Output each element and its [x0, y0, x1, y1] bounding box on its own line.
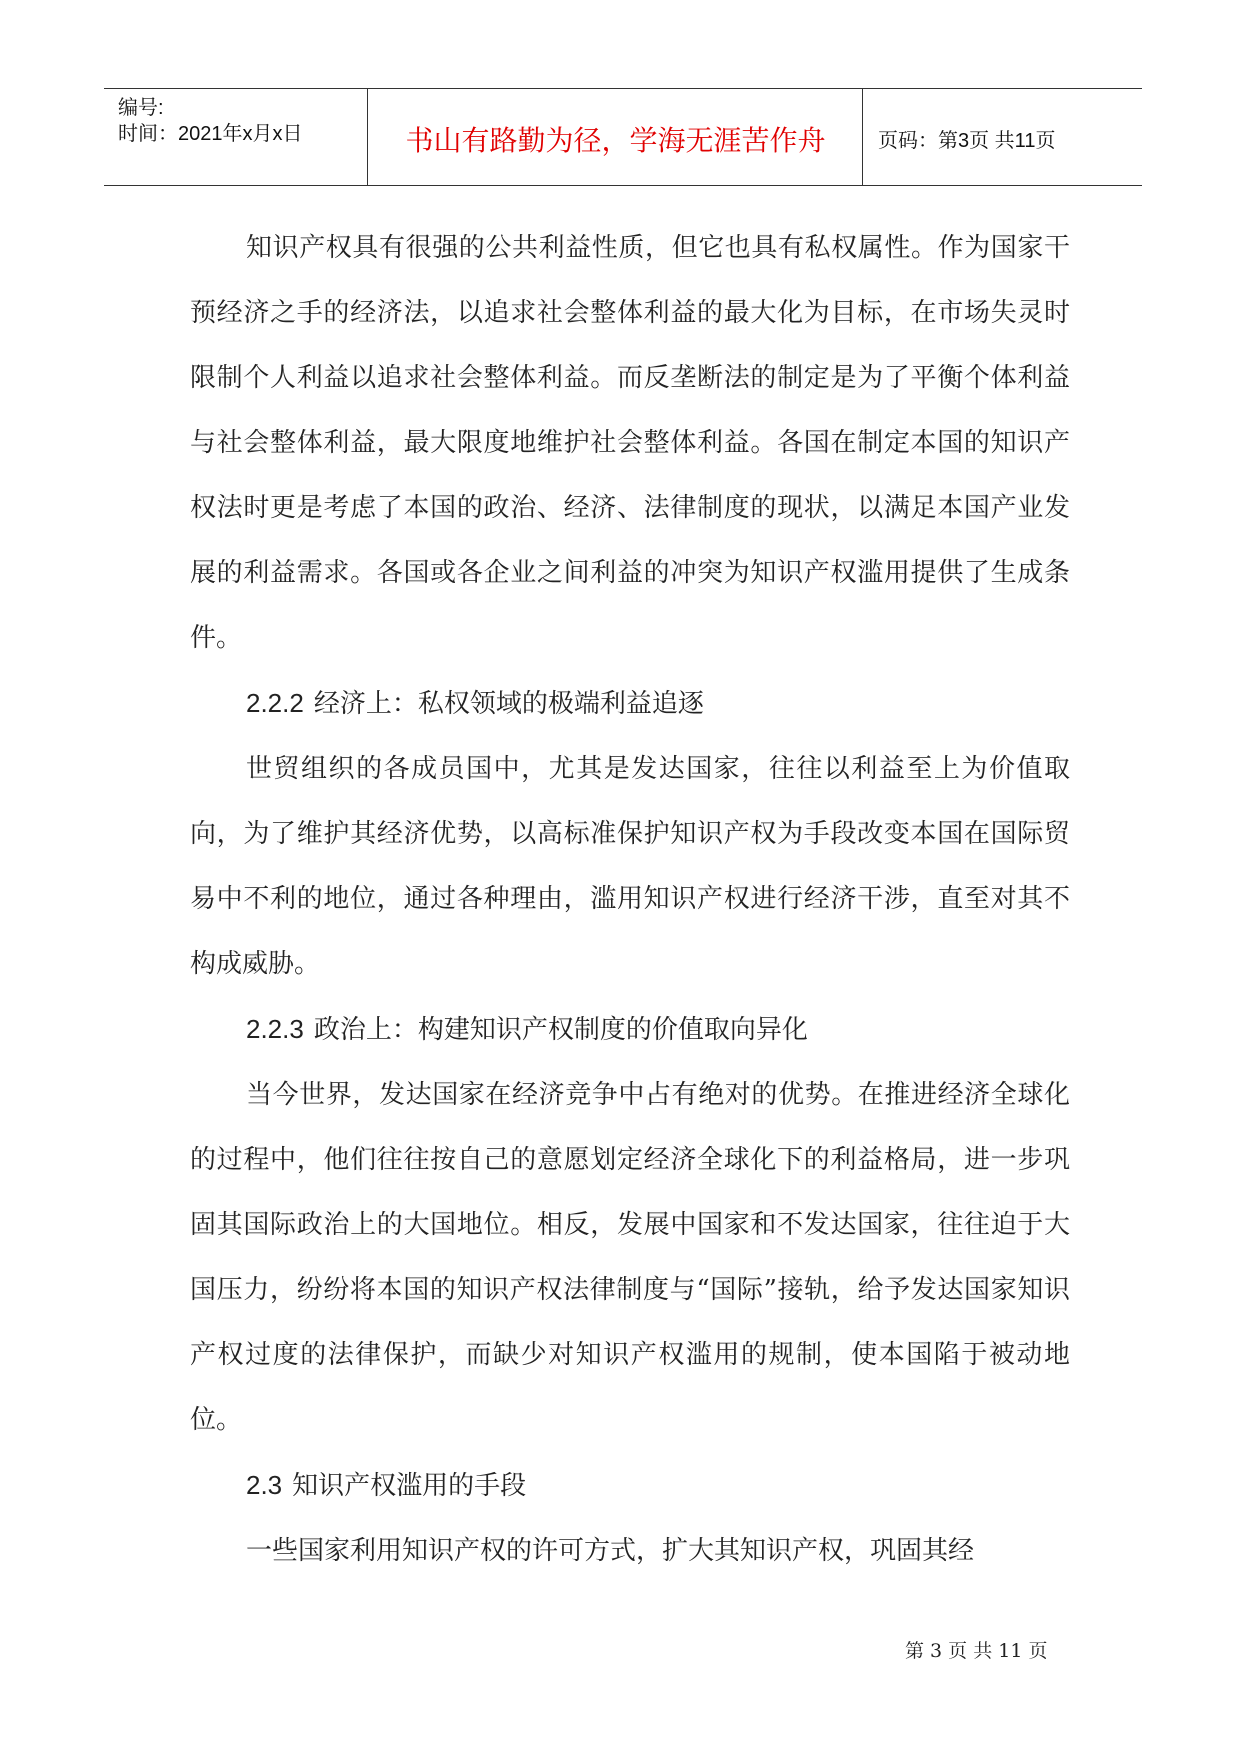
- section-heading: [190, 997, 1070, 1063]
- header-motto-cell: [369, 89, 863, 185]
- document-body: [190, 216, 1070, 1584]
- header-motto: 书山有路勤为径，学海无涯苦作舟: [405, 124, 826, 157]
- page-footer: 第 3 页 共 11 页: [905, 1640, 1048, 1662]
- section-title: 政治上：构建知识产权制度的价值取向异化: [313, 1015, 808, 1045]
- section-title: 知识产权滥用的手段: [292, 1471, 527, 1501]
- header-meta-cell: [104, 89, 368, 185]
- section-heading: [190, 671, 1070, 737]
- section-number: 2.3: [246, 1470, 283, 1500]
- section-heading: [190, 1453, 1070, 1519]
- header-page-cell: [864, 89, 1142, 185]
- document-time-label: 时间：2021年x月x日: [118, 123, 303, 145]
- paragraph: 当今世界，发达国家在经济竞争中占有绝对的优势。在推进经济全球化的过程中，他们往往按自己的意愿划定经济全球化下的利益格局，进一步巩固其国际政治上的大国地位。相反，发展中国家和不发达国家，往往迫于大国压力，纷纷将本国的知识产权法律制度与“国际”接轨，给予发达国家知识产权过度的法律保护，而缺少对知识产权滥用的规制，使本国陷于被动地位。: [190, 1080, 1070, 1435]
- paragraph: 世贸组织的各成员国中，尤其是发达国家，往往以利益至上为价值取向，为了维护其经济优势，以高标准保护知识产权为手段改变本国在国际贸易中不利的地位，通过各种理由，滥用知识产权进行经济干涉，直至对其不构成威胁。: [190, 754, 1070, 979]
- page-header: [104, 88, 1142, 186]
- section-number: 2.2.2: [246, 688, 304, 718]
- paragraph: 知识产权具有很强的公共利益性质，但它也具有私权属性。作为国家干预经济之手的经济法，以追求社会整体利益的最大化为目标，在市场失灵时限制个人利益以追求社会整体利益。而反垄断法的制定是为了平衡个体利益与社会整体利益，最大限度地维护社会整体利益。各国在制定本国的知识产权法时更是考虑了本国的政治、经济、法律制度的现状，以满足本国产业发展的利益需求。各国或各企业之间利益的冲突为知识产权滥用提供了生成条件。: [190, 233, 1070, 653]
- paragraph: 一些国家利用知识产权的许可方式，扩大其知识产权，巩固其经: [246, 1536, 975, 1566]
- section-number: 2.2.3: [246, 1014, 304, 1044]
- document-number-label: 编号:: [118, 97, 164, 119]
- section-title: 经济上：私权领域的极端利益追逐: [313, 689, 704, 719]
- header-page-code: 页码：第3页 共11页: [878, 130, 1056, 152]
